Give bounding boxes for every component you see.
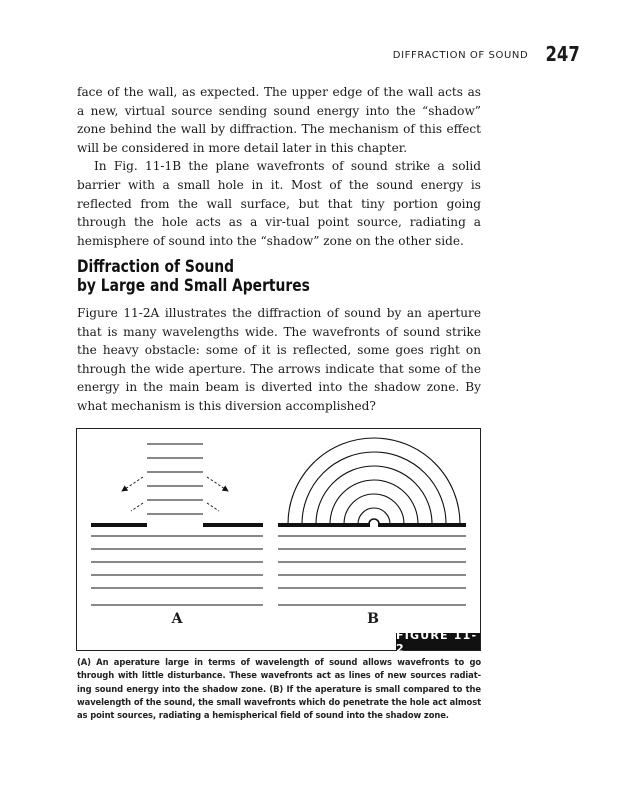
figure-illustration [77, 429, 482, 652]
paragraph-fig-11-2a: Figure 11-2A illustrates the diffraction of sound by an aperture that is many wavelengths wide. The wavefronts of sound strike the heavy obstacle: some of it is reflected, some goes right on through the wide aperture. The arrows indicate that some of the energy in the main beam is diverted into the shadow zone. By what mechanism is this diversion accomplished? [77, 306, 481, 413]
paragraph-fig-11-1b: In Fig. 11-1B the plane wavefronts of sound strike a solid barrier with a small hole in it. Most of the sound energy is reflected from the wall surface, but that tiny portion going through the hole acts as a vir-tual point source, radiating a hemisphere of sound into the “shadow” zone on the other side. [77, 159, 481, 248]
running-head-section: DIFFRACTION OF SOUND [392, 50, 529, 61]
section-heading-line-2: by Large and Small Apertures [77, 275, 310, 295]
section-heading-line-1: Diffraction of Sound [77, 257, 235, 276]
body-text-top [77, 83, 481, 250]
panel-b-hemispherical-wavefronts [288, 438, 460, 524]
panel-a-incident-wavefronts [147, 444, 203, 514]
panel-label-b: B [367, 611, 379, 627]
panel-label-a: A [171, 611, 183, 627]
panel-a-diversion-arrows [122, 477, 228, 511]
panel-b-small-aperture [278, 438, 466, 605]
panel-a-transmitted-wavefronts [91, 536, 263, 605]
figure-caption: (A) An aperature large in terms of wavelength of sound allows wavefronts to go through with little disturbance. These wavefronts act as lines of new sources radiat-ing sound energy into the shadow zone. (B) If the aperature is small compared to the wavelength of the sound, the small wavefronts which do penetrate the hole act almost as point sources, radiating a hemispherical field of sound into the shadow zone. [77, 657, 481, 721]
section-heading [77, 258, 310, 295]
figure-number-tag: FIGURE 11-2 [396, 633, 480, 650]
panel-a-wide-aperture [91, 444, 263, 605]
panel-b-point-source [369, 519, 379, 524]
running-head [393, 38, 580, 64]
panel-b-incident-wavefronts [278, 536, 466, 605]
body-text-main [77, 304, 481, 416]
page-number: 247 [545, 42, 580, 66]
figure-11-2 [76, 428, 481, 651]
paragraph-continuation: face of the wall, as expected. The upper edge of the wall acts as a new, virtual source sending sound energy into the “shadow” zone behind the wall by diffraction. The mechanism of this effect will be considered in more detail later in this chapter. [77, 85, 481, 155]
